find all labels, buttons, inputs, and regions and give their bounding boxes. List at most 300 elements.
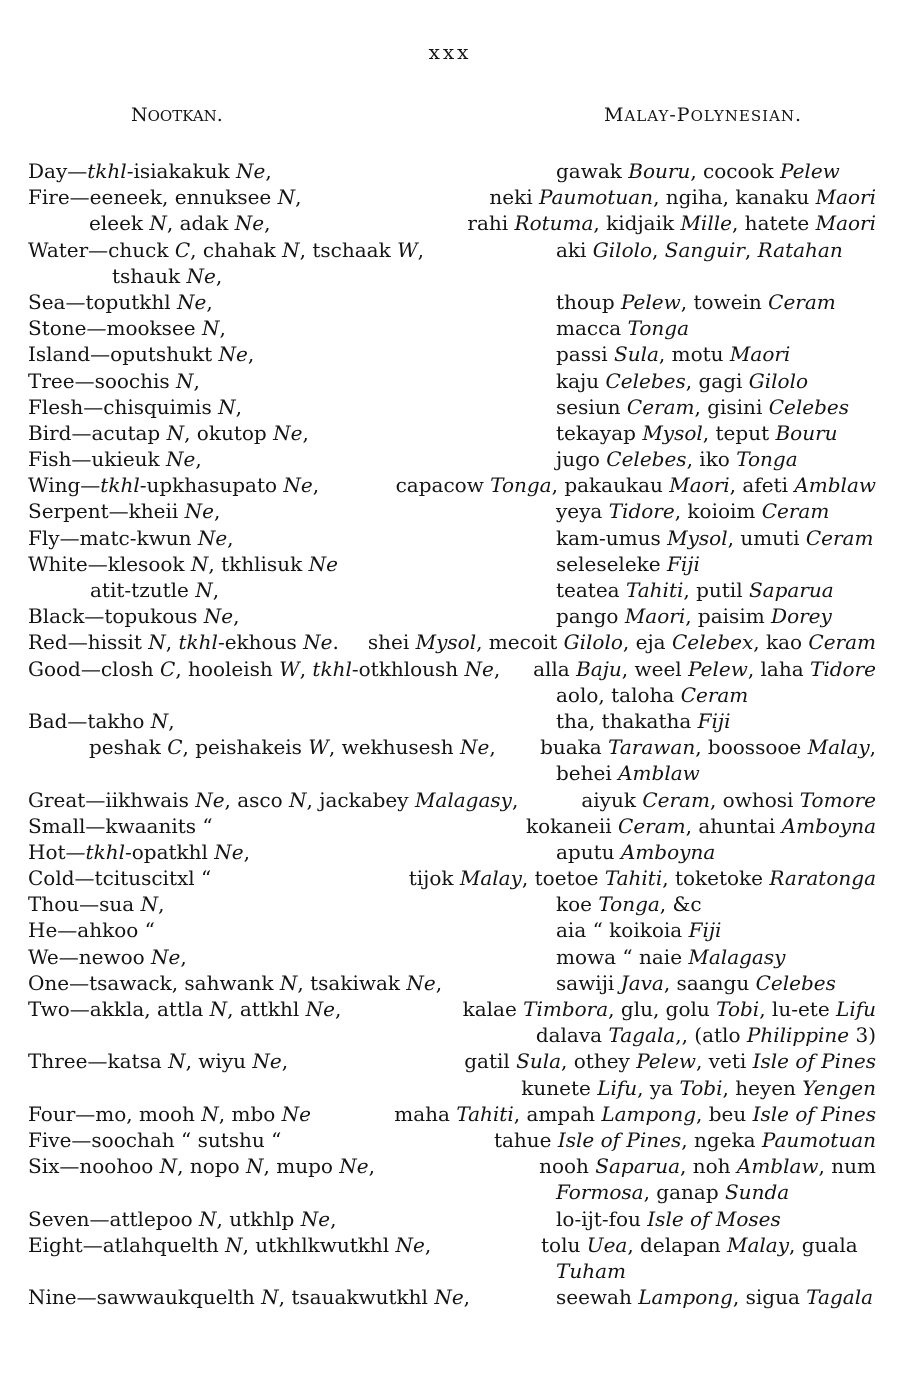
place-name: Tonga: [627, 316, 690, 341]
place-name: Celebes: [605, 368, 686, 393]
entry-text: , nopo: [177, 1154, 247, 1179]
malay-polynesian-entry: [540, 734, 876, 760]
malay-polynesian-entry: [556, 944, 785, 970]
place-name: Saparua: [595, 1154, 681, 1179]
entry-text: kokaneii: [525, 813, 619, 838]
italic-abbrev: N: [176, 368, 194, 393]
entry-text: ,: [330, 1206, 337, 1231]
nootkan-entry: [28, 551, 338, 577]
italic-abbrev: Ne: [214, 839, 244, 864]
entry-text: tekayap: [556, 420, 643, 445]
nootkan-entry: [28, 891, 164, 917]
entry-text: , weel: [621, 656, 689, 681]
entry-text: , peishakeis: [182, 735, 309, 760]
place-name: Maori: [729, 342, 791, 367]
entry-text: ,: [195, 447, 202, 472]
place-name: Lifu: [597, 1075, 638, 1100]
place-name: Tomore: [799, 787, 876, 812]
entry-text: ,: [215, 263, 223, 288]
word-row: [28, 498, 876, 524]
malay-polynesian-entry: [556, 420, 838, 446]
entry-text: We—newoo: [28, 944, 152, 969]
entry-text: ,: [165, 630, 179, 655]
place-name: Tuham: [556, 1258, 626, 1283]
place-name: Gilolo: [748, 368, 809, 393]
place-name: Tahiti: [456, 1101, 514, 1126]
italic-abbrev: Ne: [151, 944, 181, 969]
word-row: [28, 1179, 876, 1205]
malay-polynesian-entry: [533, 656, 876, 682]
place-name: Sunda: [724, 1180, 790, 1205]
word-row: [28, 420, 876, 446]
entry-text: , koioim: [674, 499, 762, 524]
entry-text: , delapan: [627, 1232, 727, 1257]
italic-abbrev: Ne: [406, 970, 436, 995]
word-row: [28, 1127, 876, 1153]
entry-text: , &c: [659, 892, 702, 917]
malay-polynesian-entry: [556, 682, 748, 708]
entry-text: kaju: [556, 368, 606, 393]
place-name: Maori: [624, 604, 686, 629]
italic-abbrev: N: [166, 420, 185, 445]
italic-abbrev: Ne: [203, 604, 234, 629]
entry-text: , lu-ete: [759, 997, 837, 1021]
place-name: Sula: [516, 1049, 562, 1074]
word-row: [28, 525, 876, 551]
place-name: Bouru: [775, 420, 838, 445]
place-name: Amblaw: [794, 473, 876, 498]
italic-abbrev: N: [201, 316, 220, 341]
nootkan-entry: [28, 446, 202, 472]
entry-text: , beu: [696, 1101, 753, 1126]
entry-text: tshauk: [112, 263, 187, 288]
entry-text: gatil: [464, 1049, 517, 1074]
entry-text: Two—akkla, attla: [28, 997, 210, 1021]
entry-text: aiyuk: [581, 787, 643, 812]
malay-polynesian-entry: [556, 970, 836, 996]
malay-polynesian-entry: [521, 1075, 876, 1101]
word-row: [28, 1075, 876, 1101]
nootkan-entry: [28, 865, 211, 891]
entry-text: Flesh—chisquimis: [28, 394, 219, 419]
word-row: [28, 368, 876, 394]
word-row: [28, 891, 876, 917]
nootkan-entry: [28, 472, 319, 498]
word-row: [28, 656, 876, 682]
place-name: Maori: [815, 211, 876, 236]
malay-polynesian-entry: [556, 1179, 789, 1205]
word-row: [28, 1048, 876, 1074]
entry-text: ,: [206, 289, 213, 314]
entry-text: , jackabey: [306, 787, 415, 812]
place-name: Pelew: [621, 289, 681, 314]
italic-abbrev: Ne: [186, 263, 216, 288]
word-row: [28, 158, 876, 184]
malay-polynesian-entry: [556, 341, 790, 367]
entry-text: , utkhlp: [216, 1206, 301, 1231]
header-nootkan-initial: N: [131, 104, 148, 126]
malay-polynesian-entry: [556, 394, 849, 420]
entry-text: Fire—eeneek, ennuksee: [28, 185, 278, 210]
entry-text: nooh: [539, 1154, 596, 1179]
entry-text: , utkhlkwutkhl: [242, 1232, 396, 1257]
place-name: Amboyna: [781, 813, 876, 838]
entry-text: , boossooe: [695, 735, 808, 760]
nootkan-entry: [28, 813, 213, 839]
word-row: [28, 629, 876, 655]
entry-text: , saangu: [663, 970, 756, 995]
italic-abbrev: Ne: [305, 997, 335, 1021]
entry-text: jugo: [556, 447, 607, 472]
entry-text: seewah: [556, 1285, 639, 1310]
entry-text: ,: [744, 237, 758, 262]
entry-text: Four—mo, mooh: [28, 1101, 202, 1126]
place-name: Tidore: [608, 499, 675, 524]
entry-text: ,: [295, 185, 302, 210]
place-name: Mysol: [415, 630, 477, 655]
entry-text: Water—chuck: [28, 237, 175, 262]
entry-text: Cold—tcituscitxl “: [28, 866, 212, 891]
entry-text: passi: [556, 342, 615, 367]
entry-text: lo-ijt-fou: [556, 1206, 648, 1231]
entry-text: ,: [869, 735, 876, 760]
italic-abbrev: N: [195, 578, 213, 602]
italic-abbrev: Ne: [234, 211, 265, 236]
italic-abbrev: Ne: [166, 447, 196, 472]
place-name: Maori: [815, 185, 876, 210]
malay-polynesian-entry: [556, 551, 700, 577]
entry-text: , ngiha, kanaku: [653, 185, 816, 210]
malay-polynesian-entry: [556, 760, 700, 786]
entry-text: , iko: [686, 447, 737, 472]
italic-abbrev: Ne: [281, 1101, 312, 1126]
place-name: Ceram: [761, 499, 830, 524]
word-row: [28, 551, 876, 577]
place-name: Mille: [680, 211, 732, 236]
place-name: Baju: [576, 656, 622, 681]
entry-text: He—ahkoo “: [28, 918, 155, 943]
entry-text: yeya: [556, 499, 609, 524]
entry-text: , kao: [753, 630, 809, 655]
italic-abbrev: Ne: [252, 1049, 282, 1074]
entry-text: , adak: [166, 211, 235, 236]
italic-abbrev: C: [174, 237, 191, 262]
place-name: Celebes: [755, 970, 836, 995]
entry-text: ,: [265, 159, 272, 183]
entry-text: , ahuntai: [685, 813, 782, 838]
place-name: Tonga: [598, 892, 660, 917]
word-row: [28, 734, 876, 760]
entry-text: , afeti: [729, 473, 795, 498]
word-row: [28, 210, 876, 236]
entry-text: , cocook: [690, 159, 781, 183]
entry-text: ,, (atlo: [675, 1023, 747, 1048]
word-row: [28, 237, 876, 263]
italic-abbrev: C: [160, 656, 176, 681]
italic-abbrev: N: [199, 1206, 217, 1231]
place-name: Java: [620, 970, 664, 995]
italic-abbrev: Ne: [273, 420, 303, 445]
place-name: Tidore: [810, 656, 876, 681]
nootkan-entry: [28, 525, 234, 551]
word-row: [28, 394, 876, 420]
place-name: Gilolo: [592, 237, 653, 262]
header-poly-initial: -P: [669, 104, 691, 126]
entry-text: aki: [556, 237, 593, 262]
italic-abbrev: N: [225, 1232, 243, 1257]
nootkan-entry: [90, 577, 219, 603]
entry-text: , eja: [622, 630, 672, 655]
malay-polynesian-entry: [556, 525, 873, 551]
entry-text: ,: [213, 499, 221, 524]
word-row: [28, 603, 876, 629]
entry-text: neki: [489, 185, 539, 210]
italic-abbrev: N: [277, 185, 296, 210]
entry-text: kunete: [521, 1075, 598, 1100]
entry-text: teatea: [556, 578, 626, 602]
malay-polynesian-entry: [368, 629, 876, 655]
entry-text: , gagi: [685, 368, 749, 393]
italic-abbrev: N: [148, 630, 166, 655]
entry-text: Fly—matc-kwun: [28, 525, 198, 550]
entry-text: , okutop: [184, 420, 274, 445]
header-nootkan: [131, 104, 223, 126]
entry-text: ,: [435, 970, 443, 995]
place-name: Paumotuan: [761, 1127, 876, 1152]
place-name: Lifu: [836, 997, 876, 1021]
entry-text: behei: [556, 761, 619, 786]
entry-text: , gisini: [694, 394, 769, 419]
malay-polynesian-entry: [556, 446, 798, 472]
entry-text: buaka: [540, 735, 609, 760]
entry-text: ,: [299, 656, 313, 681]
entry-text: , motu: [658, 342, 730, 367]
nootkan-entry: [28, 289, 213, 315]
place-name: Ceram: [626, 394, 695, 419]
entry-text: Bad—takho: [28, 708, 151, 733]
place-name: Mysol: [642, 420, 703, 445]
place-name: Celebex: [671, 630, 754, 655]
header-malay-period: .: [795, 104, 803, 126]
place-name: Isle of Pines: [752, 1049, 876, 1074]
entry-text: , owhosi: [709, 787, 800, 812]
italic-abbrev: Ne: [460, 735, 490, 760]
italic-abbrev: Ne: [195, 787, 225, 812]
entry-text: ,: [493, 656, 501, 681]
place-name: Isle of Moses: [647, 1206, 781, 1231]
word-row: [28, 760, 876, 786]
italic-abbrev: N: [190, 551, 209, 576]
word-row: [28, 996, 876, 1022]
italic-abbrev: tkhl: [178, 630, 218, 655]
malay-polynesian-entry: [489, 184, 876, 210]
place-name: Saparua: [748, 578, 834, 602]
entry-text: ,: [180, 944, 187, 969]
place-name: Rotuma: [514, 211, 594, 236]
entry-text: ,: [424, 1232, 432, 1257]
place-name: Bouru: [628, 159, 691, 183]
word-row: [28, 682, 876, 708]
entry-text: ,: [168, 708, 175, 733]
nootkan-entry: [28, 603, 239, 629]
place-name: Ceram: [805, 525, 874, 550]
place-name: Malay: [726, 1232, 790, 1257]
word-row: [28, 1022, 876, 1048]
entry-text: , laha: [747, 656, 811, 681]
malay-polynesian-entry: [556, 917, 721, 943]
place-name: Gilolo: [563, 630, 623, 655]
entry-text: Red—hissit: [28, 630, 149, 655]
nootkan-entry: [28, 970, 442, 996]
entry-text: tolu: [541, 1232, 587, 1257]
place-name: Maori: [669, 473, 730, 498]
malay-polynesian-entry: [556, 891, 702, 917]
entry-text: ,: [219, 316, 226, 341]
italic-abbrev: N: [168, 1049, 186, 1074]
italic-abbrev: N: [282, 237, 300, 262]
nootkan-entry: [28, 394, 242, 420]
entry-text: , tsakiwak: [297, 970, 407, 995]
nootkan-entry: [28, 1127, 281, 1153]
word-row: [28, 1232, 876, 1258]
entry-text: Tree—soochis: [28, 368, 177, 393]
word-row: [28, 341, 876, 367]
place-name: Malagasy: [688, 944, 786, 969]
nootkan-entry: [28, 917, 155, 943]
place-name: Raratonga: [769, 866, 876, 891]
place-name: Ceram: [768, 289, 836, 314]
nootkan-entry: [28, 158, 272, 184]
entry-text: thoup: [556, 289, 621, 314]
entry-text: , hatete: [731, 211, 816, 236]
place-name: Tahiti: [625, 578, 684, 602]
entry-text: , hooleish: [175, 656, 280, 681]
header-malay-polynesian: [604, 104, 802, 126]
entry-text: ,: [264, 211, 271, 236]
italic-abbrev: Ne: [395, 1232, 425, 1257]
entry-text: Good—closh: [28, 656, 161, 681]
entry-text: , ampah: [513, 1101, 602, 1126]
entry-text: gawak: [556, 159, 629, 183]
entry-text: , paisim: [685, 604, 772, 629]
entry-text: Nine—sawwaukquelth: [28, 1285, 262, 1310]
entry-text: .: [332, 630, 339, 655]
italic-abbrev: N: [140, 892, 159, 917]
entry-text: , tsauakwutkhl: [278, 1285, 435, 1310]
malay-polynesian-entry: [536, 1022, 876, 1048]
entry-text: , mecoit: [476, 630, 564, 655]
entry-text: peshak: [89, 735, 168, 760]
italic-abbrev: Ne: [303, 630, 333, 655]
malay-polynesian-entry: [467, 210, 876, 236]
place-name: Tonga: [736, 447, 798, 472]
malay-polynesian-entry: [526, 813, 876, 839]
italic-abbrev: tkhl: [312, 656, 352, 681]
word-row: [28, 865, 876, 891]
entry-text: rahi: [467, 211, 515, 236]
place-name: Lampong: [601, 1101, 697, 1126]
entry-text: koe: [556, 892, 599, 917]
malay-polynesian-entry: [494, 1127, 876, 1153]
entry-text: , tkhlisuk: [208, 551, 309, 576]
nootkan-entry: [28, 1232, 431, 1258]
place-name: Sula: [614, 342, 659, 367]
italic-abbrev: Ne: [300, 1206, 331, 1231]
entry-text: ,: [235, 394, 242, 419]
entry-text: Five—soochah “ sutshu “: [28, 1127, 282, 1152]
nootkan-entry: [28, 787, 518, 813]
place-name: Ratahan: [757, 237, 843, 262]
place-name: Tobi: [716, 997, 760, 1021]
entry-text: maha: [394, 1101, 457, 1126]
italic-abbrev: W: [397, 237, 418, 262]
place-name: Tobi: [679, 1075, 723, 1100]
word-row: [28, 787, 876, 813]
nootkan-entry: [28, 341, 254, 367]
entry-text: White—klesook: [28, 551, 191, 576]
entry-text: ,: [489, 735, 496, 760]
entry-text: , attkhl: [227, 997, 306, 1021]
entry-text: Three—katsa: [28, 1049, 169, 1074]
malay-polynesian-entry: [556, 708, 731, 734]
italic-abbrev: Ne: [184, 499, 214, 524]
entry-text: ,: [302, 420, 309, 445]
malay-polynesian-entry: [556, 1258, 626, 1284]
malay-polynesian-entry: [464, 1048, 876, 1074]
place-name: Tahiti: [604, 866, 663, 891]
nootkan-entry: [28, 1153, 375, 1179]
word-row: [28, 944, 876, 970]
entry-text: ,: [281, 1049, 289, 1074]
malay-polynesian-entry: [556, 289, 836, 315]
place-name: Celebes: [768, 394, 849, 419]
entry-text: , toketoke: [662, 866, 770, 891]
entry-text: ,: [368, 1154, 375, 1179]
entry-text: eleek: [89, 211, 150, 236]
place-name: Yengen: [802, 1075, 876, 1100]
malay-polynesian-entry: [556, 315, 689, 341]
malay-polynesian-entry: [463, 996, 876, 1022]
malay-polynesian-entry: [541, 1232, 858, 1258]
word-row: [28, 1206, 876, 1232]
entry-text: Serpent—kheii: [28, 499, 185, 524]
nootkan-entry: [28, 656, 500, 682]
place-name: Isle of Pines: [752, 1101, 876, 1126]
entry-text: ,: [227, 525, 234, 550]
entry-text: , mbo: [218, 1101, 282, 1126]
entry-text: , umuti: [727, 525, 806, 550]
place-name: Uea: [586, 1232, 628, 1257]
header-poly-rest: OLYNESIAN: [690, 107, 796, 125]
place-name: Dorey: [771, 604, 832, 629]
place-name: Lampong: [638, 1285, 733, 1310]
malay-polynesian-entry: [581, 787, 876, 813]
place-name: Timbora: [523, 997, 609, 1021]
italic-abbrev: W: [308, 735, 329, 760]
entry-text: sawiji: [556, 970, 621, 995]
entry-text: , ngeka: [681, 1127, 762, 1152]
place-name: Amboyna: [620, 839, 716, 864]
entry-text: shei: [367, 630, 416, 655]
nootkan-entry: [112, 263, 222, 289]
word-row: [28, 839, 876, 865]
entry-text: , mupo: [263, 1154, 340, 1179]
entry-text: alla: [533, 656, 577, 681]
word-row: [28, 1258, 876, 1284]
word-row: [28, 289, 876, 315]
word-row: [28, 1284, 876, 1310]
italic-abbrev: tkhl: [87, 159, 127, 183]
